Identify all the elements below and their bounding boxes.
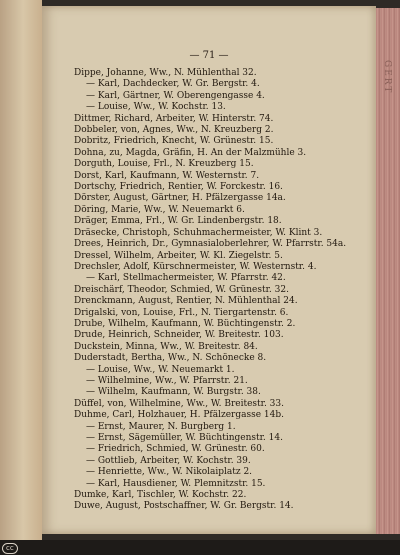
- directory-entry: Dittmer, Richard, Arbeiter, W. Hinterstr. 74.: [74, 113, 274, 124]
- directory-entry: Drechsler, Adolf, Kürschnermeister, W. Westernstr. 4.: [74, 261, 317, 272]
- directory-entry: Dorst, Karl, Kaufmann, W. Westernstr. 7.: [74, 170, 260, 181]
- directory-entry: — Henriette, Ww., W. Nikolaiplatz 2.: [86, 467, 253, 478]
- directory-entry: — Wilhelm, Kaufmann, W. Burgstr. 38.: [86, 387, 261, 398]
- page-number: — 71 —: [189, 50, 229, 61]
- directory-entry: — Friedrich, Schmied, W. Grünestr. 60.: [86, 444, 265, 455]
- directory-entry: — Louise, Ww., W. Neuemarkt 1.: [86, 364, 235, 375]
- directory-entry: Duwe, August, Postschaffner, W. Gr. Bergstr. 14.: [74, 501, 294, 512]
- directory-entry: — Ernst, Sägemüller, W. Büchtingenstr. 14.: [86, 433, 283, 443]
- directory-entry: Drenckmann, August, Rentier, N. Mühlenthal 24.: [74, 296, 298, 307]
- page-edge-text: GERT: [382, 60, 392, 95]
- directory-entry: — Louise, Ww., W. Kochstr. 13.: [86, 102, 226, 113]
- directory-entry: Dräger, Emma, Frl., W. Gr. Lindenbergstr. 18.: [74, 216, 282, 227]
- directory-entry: — Karl, Dachdecker, W. Gr. Bergstr. 4.: [86, 79, 260, 90]
- directory-entry: Dressel, Wilhelm, Arbeiter, W. Kl. Ziegelstr. 5.: [74, 250, 283, 261]
- book-page: [42, 6, 376, 534]
- directory-entry: Düffel, von, Wilhelmine, Ww., W. Breitestr. 33.: [74, 398, 284, 409]
- directory-entry: — Gottlieb, Arbeiter, W. Kochstr. 39.: [86, 455, 251, 466]
- directory-entry: Dorguth, Louise, Frl., N. Kreuzberg 15.: [74, 159, 254, 170]
- directory-entry: Drube, Wilhelm, Kaufmann, W. Büchtingenstr. 2.: [74, 318, 296, 329]
- directory-entry: Dräsecke, Christoph, Schuhmachermeister, W. Klint 3.: [74, 227, 323, 238]
- directory-entry: Dumke, Karl, Tischler, W. Kochstr. 22.: [74, 490, 247, 501]
- directory-entry: Drigalski, von, Louise, Frl., N. Tiergartenstr. 6.: [74, 307, 289, 318]
- license-badge: cc: [2, 543, 18, 554]
- directory-entries: [74, 68, 374, 513]
- directory-entry: Duckstein, Minna, Ww., W. Breitestr. 84.: [74, 341, 258, 352]
- directory-entry: Döring, Marie, Ww., W. Neuemarkt 6.: [74, 204, 245, 215]
- directory-entry: Dortschy, Friedrich, Rentier, W. Forckestr. 16.: [74, 182, 283, 193]
- directory-entry: — Karl, Hausdiener, W. Plemnitzstr. 15.: [86, 478, 266, 489]
- directory-entry: — Karl, Gärtner, W. Oberengengasse 4.: [86, 90, 265, 101]
- directory-entry: Duhme, Carl, Holzhauer, H. Pfälzergasse 14b.: [74, 410, 284, 421]
- directory-entry: Dohna, zu, Magda, Gräfin, H. An der Malzmühle 3.: [74, 147, 307, 158]
- directory-entry: Drude, Heinrich, Schneider, W. Breitestr. 103.: [74, 330, 284, 341]
- footer-bar: [0, 540, 400, 555]
- directory-entry: — Ernst, Maurer, N. Burgberg 1.: [86, 421, 236, 432]
- directory-entry: Dobritz, Friedrich, Knecht, W. Grünestr. 15.: [74, 136, 274, 147]
- directory-entry: Drees, Heinrich, Dr., Gymnasialoberlehrer, W. Pfarrstr. 54a.: [74, 239, 347, 250]
- book-spine-shadow: [0, 0, 42, 545]
- directory-entry: Dreischärf, Theodor, Schmied, W. Grünestr. 32.: [74, 284, 289, 295]
- directory-entry: — Karl, Stellmachermeister, W. Pfarrstr. 42.: [86, 273, 286, 284]
- directory-entry: Duderstadt, Bertha, Ww., N. Schönecke 8.: [74, 353, 267, 364]
- directory-entry: Dörster, August, Gärtner, H. Pfälzergasse 14a.: [74, 193, 286, 204]
- directory-entry: Dobbeler, von, Agnes, Ww., N. Kreuzberg 2.: [74, 125, 274, 136]
- directory-entry: Dippe, Johanne, Ww., N. Mühlenthal 32.: [74, 68, 257, 78]
- directory-entry: — Wilhelmine, Ww., W. Pfarrstr. 21.: [86, 375, 248, 386]
